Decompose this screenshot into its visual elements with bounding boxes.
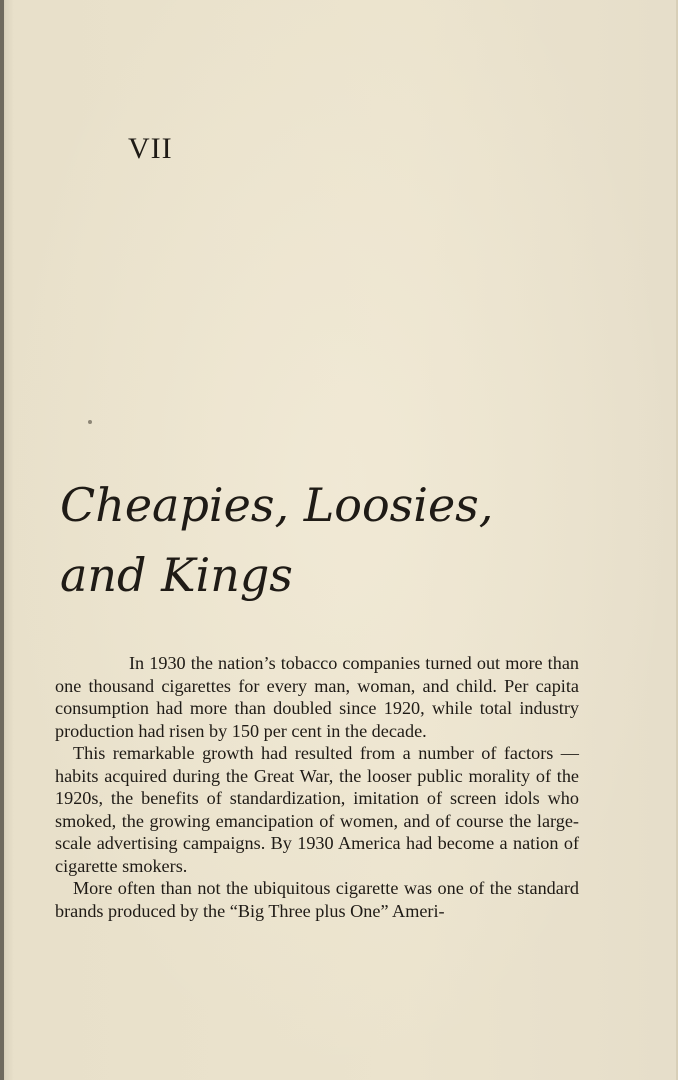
chapter-title-line-2: and Kings <box>60 548 293 602</box>
page-gutter-shadow <box>0 0 4 1080</box>
paragraph-2: This remarkable growth had resulted from a number of factors —habits acquired during the Great War, the looser public morality of the 1920s, the benefits of standardization, imitation of screen idols who smoked, the growing emancipation of women, and of course the large-scale advertising campaigns. By 1930 America had become a nation of cigarette smokers. <box>55 743 579 876</box>
chapter-body <box>55 652 579 922</box>
chapter-number: VII <box>128 132 173 165</box>
ornament-dot <box>88 420 92 424</box>
chapter-title-line-1: Cheapies, Loosies, <box>60 478 494 532</box>
paragraph-1: In 1930 the nation’s tobacco companies turned out more than one thousand cigarettes for every man, woman, and child. Per capita consumption had more than doubled since 1920, while total industry production had risen by 150 per cent in the decade. <box>55 653 579 741</box>
paragraph-3: More often than not the ubiquitous cigarette was one of the standard brands produced by the “Big Three plus One” Ameri- <box>55 878 579 921</box>
chapter-title <box>60 470 620 610</box>
